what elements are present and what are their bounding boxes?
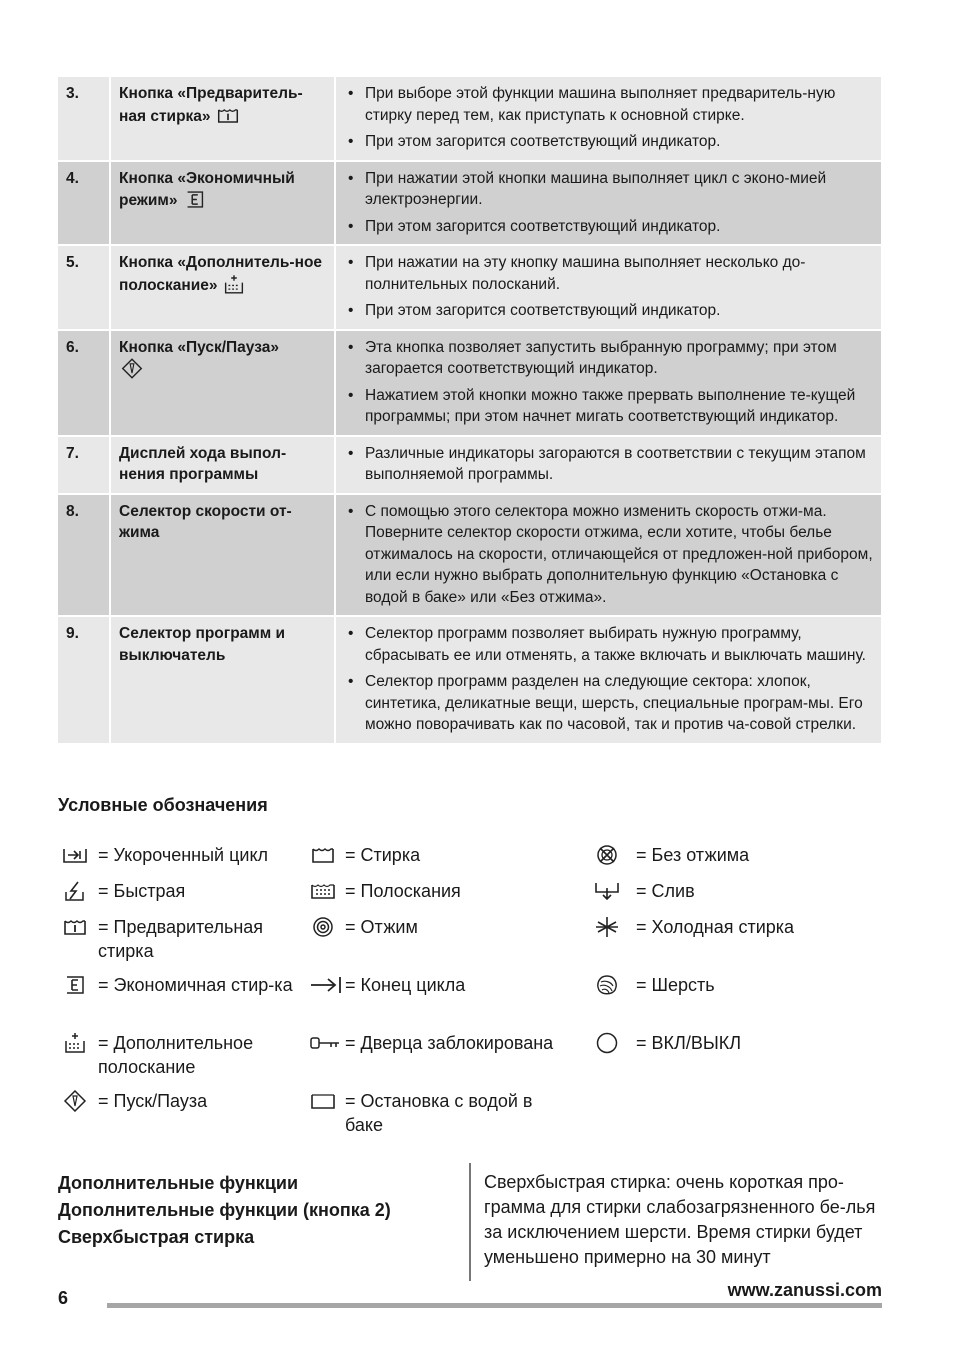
- row-number: 5.: [58, 245, 110, 330]
- legend-item-eco: [61, 973, 297, 997]
- table-row-4: [58, 161, 881, 246]
- prewash-icon: [61, 916, 89, 938]
- legend-item-text: = Шерсть: [636, 975, 715, 995]
- legend-item-text: = Стирка: [345, 845, 421, 865]
- row-description: [335, 161, 881, 246]
- legend-item-text: = Дополнительное полоскание: [98, 1033, 254, 1077]
- row-description: [335, 436, 881, 494]
- eco-icon: [182, 189, 208, 210]
- no-spin-icon: [593, 844, 621, 866]
- legend-item-rinse-hold: [309, 1089, 559, 1137]
- rinse-hold-icon: [309, 1090, 337, 1112]
- legend-item-text: = Слив: [636, 881, 695, 901]
- row-name: Селектор скорости от-жима: [110, 494, 335, 617]
- page-number: 6: [58, 1288, 69, 1308]
- list-item: • Нажатием этой кнопки можно также прервать выполнение те-кущей программы; при этом начнет мигать соответствующий индикатор.: [344, 385, 873, 428]
- row-name: [110, 161, 335, 246]
- list-item: • При этом загорится соответствующий индикатор.: [344, 216, 873, 238]
- door-locked-icon: [309, 1032, 345, 1054]
- legend-item-text: = Дверца заблокирована: [345, 1033, 554, 1053]
- row-description: [335, 245, 881, 330]
- start-pause-icon: [119, 358, 145, 379]
- legend-item-extra-rinse: [61, 1031, 297, 1079]
- legend-item-spin: [309, 915, 579, 939]
- legend-item-text: = Конец цикла: [345, 975, 466, 995]
- legend-item-text: = Полоскания: [345, 881, 461, 901]
- row-number: 6.: [58, 330, 110, 436]
- row-number: 9.: [58, 616, 110, 743]
- heading-line: Дополнительные функции (кнопка 2): [58, 1200, 391, 1220]
- row-description: [335, 616, 881, 743]
- short-cycle-icon: [61, 844, 89, 866]
- list-item: • При этом загорится соответствующий индикатор.: [344, 131, 873, 153]
- legend-item-wool: [593, 973, 863, 997]
- heading-line: Сверхбыстрая стирка: [58, 1227, 255, 1247]
- legend-item-rinse: [309, 879, 579, 903]
- list-item: • Селектор программ позволяет выбирать нужную программу, сбрасывать ее или отменять, а также включать и выключать машину.: [344, 623, 873, 666]
- row-description: [335, 330, 881, 436]
- drain-icon: [593, 880, 621, 902]
- legend-item-short-cycle: [61, 843, 301, 867]
- table-row-6: [58, 330, 881, 436]
- row-number: 4.: [58, 161, 110, 246]
- eco-icon: [61, 974, 89, 996]
- list-item: • При нажатии на эту кнопку машина выполняет несколько до-полнительных полосканий.: [344, 252, 873, 295]
- legend-item-cold-wash: [593, 915, 863, 939]
- table-row-7: [58, 436, 881, 494]
- extra-functions-heading: [58, 1170, 391, 1251]
- wash-icon: [309, 844, 337, 866]
- row-number: 7.: [58, 436, 110, 494]
- list-item: • Селектор программ разделен на следующие сектора: хлопок, синтетика, деликатные вещи, шерсть, специальные програм-мы. Его можно поворачивать как по часовой, так и против ча-совой стрелки.: [344, 671, 873, 736]
- legend-title: Условные обозначения: [58, 795, 268, 815]
- start-pause-icon: [61, 1090, 89, 1112]
- extra-functions-description: Сверхбыстрая стирка: очень короткая про-грамма для стирки слабозагрязненного бе-лья за исключением шерсти. Время стирки будет уменьшено примерно на 30 минут: [484, 1172, 876, 1267]
- list-item: • Эта кнопка позволяет запустить выбранную программу; при этом загорается соответствующий индикатор.: [344, 337, 873, 380]
- column-divider: [469, 1163, 471, 1281]
- cold-wash-icon: [593, 916, 621, 938]
- row-name: [110, 245, 335, 330]
- legend-item-text: = Без отжима: [636, 845, 750, 865]
- legend-item-on-off: [593, 1031, 863, 1055]
- footer-rule: [107, 1303, 882, 1308]
- extra-rinse-icon: [61, 1032, 89, 1054]
- list-item: • При нажатии этой кнопки машина выполняет цикл с эконо-мией электроэнергии.: [344, 168, 873, 211]
- legend-item-door-locked: [309, 1031, 579, 1055]
- legend-item-text: = Холодная стирка: [636, 917, 795, 937]
- legend-item-end-cycle: [309, 973, 579, 997]
- spin-icon: [309, 916, 337, 938]
- legend-item-text: = Отжим: [345, 917, 418, 937]
- legend-item-quick: [61, 879, 301, 903]
- website-url: www.zanussi.com: [727, 1280, 882, 1300]
- row-name-text: Кнопка «Экономичный режим»: [119, 169, 295, 209]
- legend-item-text: = ВКЛ/ВЫКЛ: [636, 1033, 742, 1053]
- on-off-icon: [593, 1032, 621, 1054]
- legend-item-prewash: [61, 915, 293, 963]
- list-item: • С помощью этого селектора можно изменить скорость отжи-ма. Поверните селектор скорости отжима, если хотите, чтобы белье отжималось на скорости, отличающейся от предложен-ной прибором, или если нужно выбрать дополнительную функцию «Остановка с водой в баке» или «Без отжима».: [344, 501, 873, 609]
- quick-icon: [61, 880, 89, 902]
- extra-rinse-icon: [221, 274, 247, 295]
- table-row-3: [58, 77, 881, 161]
- controls-description-table: [58, 77, 881, 743]
- legend-item-drain: [593, 879, 863, 903]
- row-description: [335, 77, 881, 161]
- row-number: 8.: [58, 494, 110, 617]
- end-cycle-icon: [309, 974, 345, 996]
- legend-item-text: = Остановка с водой в баке: [345, 1091, 533, 1135]
- table-row-9: [58, 616, 881, 743]
- row-name: [110, 330, 335, 436]
- list-item: • Различные индикаторы загораются в соответствии с текущим этапом выполняемой программы.: [344, 443, 873, 486]
- rinse-icon: [309, 880, 337, 902]
- row-description: [335, 494, 881, 617]
- legend-item-text: = Экономичная стир-ка: [98, 975, 293, 995]
- legend-item-start-pause: [61, 1089, 297, 1113]
- table-row-5: [58, 245, 881, 330]
- prewash-icon: [215, 105, 241, 126]
- legend-item-text: = Быстрая: [98, 881, 186, 901]
- row-name: [110, 77, 335, 161]
- heading-line: Дополнительные функции: [58, 1173, 299, 1193]
- row-number: 3.: [58, 77, 110, 161]
- legend-item-wash: [309, 843, 579, 867]
- legend-item-text: = Укороченный цикл: [98, 845, 269, 865]
- table-row-8: [58, 494, 881, 617]
- legend-item-text: = Пуск/Пауза: [98, 1091, 208, 1111]
- list-item: • При этом загорится соответствующий индикатор.: [344, 300, 873, 322]
- wool-icon: [593, 974, 621, 996]
- row-name: Дисплей хода выпол-нения программы: [110, 436, 335, 494]
- row-name: Селектор программ и выключатель: [110, 616, 335, 743]
- row-name-text: Кнопка «Дополнитель-ное полоскание»: [119, 254, 323, 294]
- row-name-text: Кнопка «Пуск/Пауза»: [119, 338, 279, 356]
- legend-item-no-spin: [593, 843, 863, 867]
- list-item: • При выборе этой функции машина выполняет предваритель-ную стирку перед тем, как приступать к основной стирке.: [344, 83, 873, 126]
- row-name-text: Кнопка «Предваритель-ная стирка»: [119, 85, 303, 125]
- legend-item-text: = Предварительная стирка: [98, 917, 264, 961]
